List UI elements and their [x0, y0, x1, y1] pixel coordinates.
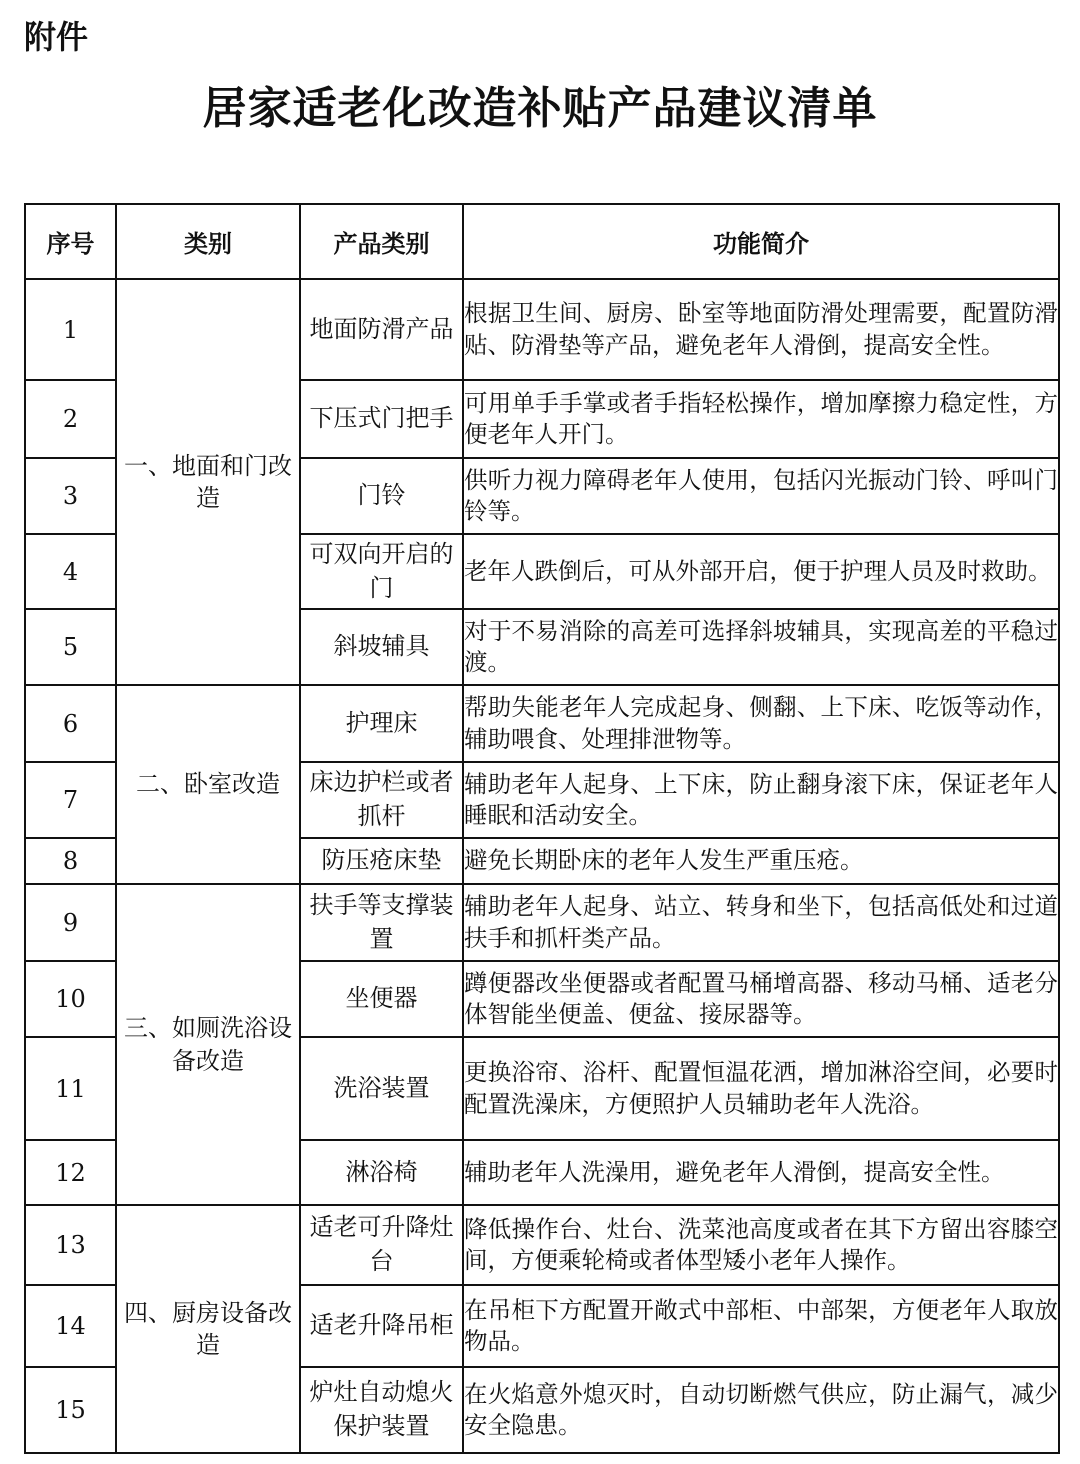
category-cell: 二、卧室改造: [116, 685, 300, 884]
description-cell: 根据卫生间、厨房、卧室等地面防滑处理需要，配置防滑贴、防滑垫等产品，避免老年人滑倒，提高安全性。: [463, 279, 1059, 380]
table-row: [25, 1205, 1059, 1285]
row-number: 12: [25, 1140, 116, 1205]
col-header-category: 类别: [116, 204, 300, 279]
description-cell: 蹲便器改坐便器或者配置马桶增高器、移动马桶、适老分体智能坐便盖、便盆、接尿器等。: [463, 961, 1059, 1037]
row-number: 2: [25, 380, 116, 458]
product-cell: 护理床: [300, 685, 463, 762]
description-cell: 在火焰意外熄灭时，自动切断燃气供应，防止漏气，减少安全隐患。: [463, 1367, 1059, 1453]
document-title: 居家适老化改造补贴产品建议清单: [202, 83, 878, 134]
product-cell: 防压疮床垫: [300, 838, 463, 884]
category-cell: 四、厨房设备改造: [116, 1205, 300, 1453]
description-cell: 辅助老年人起身、站立、转身和坐下，包括高低处和过道扶手和抓杆类产品。: [463, 884, 1059, 961]
description-cell: 更换浴帘、浴杆、配置恒温花洒，增加淋浴空间，必要时配置洗澡床，方便照护人员辅助老年人洗浴。: [463, 1037, 1059, 1140]
description-cell: 辅助老年人洗澡用，避免老年人滑倒，提高安全性。: [463, 1140, 1059, 1205]
product-cell: 扶手等支撑装置: [300, 884, 463, 961]
row-number: 5: [25, 609, 116, 685]
row-number: 7: [25, 762, 116, 838]
row-number: 11: [25, 1037, 116, 1140]
product-cell: 可双向开启的门: [300, 534, 463, 609]
table-row: [25, 685, 1059, 762]
product-cell: 斜坡辅具: [300, 609, 463, 685]
row-number: 8: [25, 838, 116, 884]
table-header-row: [25, 204, 1059, 279]
product-cell: 门铃: [300, 458, 463, 534]
description-cell: 降低操作台、灶台、洗菜池高度或者在其下方留出容膝空间，方便乘轮椅或者体型矮小老年人操作。: [463, 1205, 1059, 1285]
product-cell: 地面防滑产品: [300, 279, 463, 380]
row-number: 14: [25, 1285, 116, 1367]
row-number: 3: [25, 458, 116, 534]
row-number: 10: [25, 961, 116, 1037]
table-row: [25, 279, 1059, 380]
col-header-number: 序号: [25, 204, 116, 279]
row-number: 1: [25, 279, 116, 380]
row-number: 4: [25, 534, 116, 609]
category-cell: 三、如厕洗浴设备改造: [116, 884, 300, 1205]
description-cell: 辅助老年人起身、上下床，防止翻身滚下床，保证老年人睡眠和活动安全。: [463, 762, 1059, 838]
product-cell: 淋浴椅: [300, 1140, 463, 1205]
col-header-product-type: 产品类别: [300, 204, 463, 279]
description-cell: 帮助失能老年人完成起身、侧翻、上下床、吃饭等动作，辅助喂食、处理排泄物等。: [463, 685, 1059, 762]
product-cell: 洗浴装置: [300, 1037, 463, 1140]
description-cell: 在吊柜下方配置开敞式中部柜、中部架，方便老年人取放物品。: [463, 1285, 1059, 1367]
product-cell: 炉灶自动熄火保护装置: [300, 1367, 463, 1453]
row-number: 9: [25, 884, 116, 961]
description-cell: 避免长期卧床的老年人发生严重压疮。: [463, 838, 1059, 884]
category-cell: 一、地面和门改造: [116, 279, 300, 685]
description-cell: 供听力视力障碍老年人使用，包括闪光振动门铃、呼叫门铃等。: [463, 458, 1059, 534]
col-header-description: 功能简介: [463, 204, 1059, 279]
product-cell: 下压式门把手: [300, 380, 463, 458]
description-cell: 对于不易消除的高差可选择斜坡辅具，实现高差的平稳过渡。: [463, 609, 1059, 685]
description-cell: 老年人跌倒后，可从外部开启，便于护理人员及时救助。: [463, 534, 1059, 609]
row-number: 13: [25, 1205, 116, 1285]
row-number: 6: [25, 685, 116, 762]
product-cell: 适老可升降灶台: [300, 1205, 463, 1285]
attachment-label: 附件: [24, 18, 89, 56]
product-cell: 坐便器: [300, 961, 463, 1037]
product-cell: 适老升降吊柜: [300, 1285, 463, 1367]
product-list-table: [24, 203, 1060, 1454]
table-row: [25, 884, 1059, 961]
description-cell: 可用单手手掌或者手指轻松操作，增加摩擦力稳定性，方便老年人开门。: [463, 380, 1059, 458]
row-number: 15: [25, 1367, 116, 1453]
product-cell: 床边护栏或者抓杆: [300, 762, 463, 838]
